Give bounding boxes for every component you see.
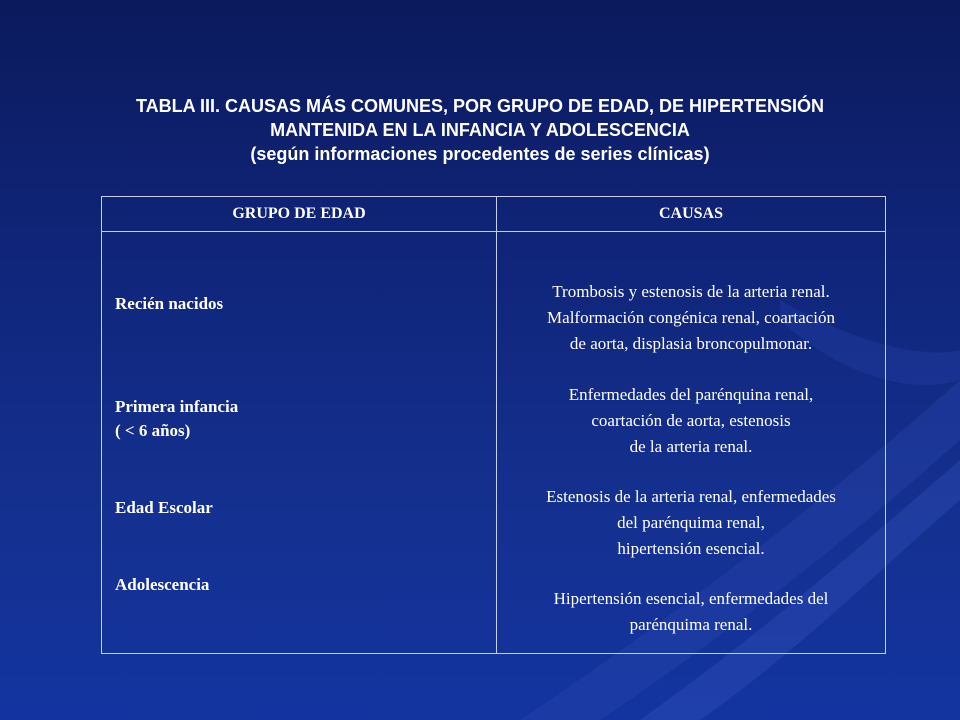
cause-line: de la arteria renal. — [629, 437, 753, 456]
group-cell — [115, 573, 209, 597]
group-cell — [115, 496, 213, 520]
title-line-3: (según informaciones procedentes de series clínicas) — [250, 144, 710, 164]
cause-line: parénquima renal. — [629, 615, 753, 634]
table-title — [60, 94, 900, 166]
header-group: GRUPO DE EDAD — [232, 205, 366, 222]
cause-cell — [497, 279, 885, 357]
group-cell — [115, 292, 223, 316]
cause-line: coartación de aorta, estenosis — [591, 411, 791, 430]
title-line-1: TABLA III. CAUSAS MÁS COMUNES, POR GRUPO DE EDAD, DE HIPERTENSIÓN — [135, 96, 825, 116]
cause-cell — [497, 484, 885, 562]
group-cell — [115, 395, 238, 443]
header-causes: CAUSAS — [658, 205, 723, 222]
group-label: Edad Escolar — [115, 498, 213, 517]
group-label: Recién nacidos — [115, 294, 224, 313]
cause-line: hipertensión esencial. — [617, 539, 765, 558]
cause-line: de aorta, displasia broncopulmonar. — [569, 334, 813, 353]
cause-line: Hipertensión esencial, enfermedades del — [553, 589, 829, 608]
group-label: Primera infancia — [115, 397, 239, 416]
cause-cell — [497, 586, 885, 638]
cause-line: Trombosis y estenosis de la arteria renal. — [552, 282, 830, 301]
cause-line: del parénquima renal, — [617, 513, 765, 532]
group-label: ( < 6 años) — [115, 421, 191, 440]
cause-line: Malformación congénica renal, coartación — [547, 308, 835, 327]
title-line-2: MANTENIDA EN LA INFANCIA Y ADOLESCENCIA — [270, 120, 690, 140]
causes-table — [101, 196, 886, 654]
cause-cell — [497, 382, 885, 460]
cause-line: Estenosis de la arteria renal, enfermedades — [546, 487, 836, 506]
cause-line: Enfermedades del parénquina renal, — [568, 385, 814, 404]
group-label: Adolescencia — [115, 575, 210, 594]
